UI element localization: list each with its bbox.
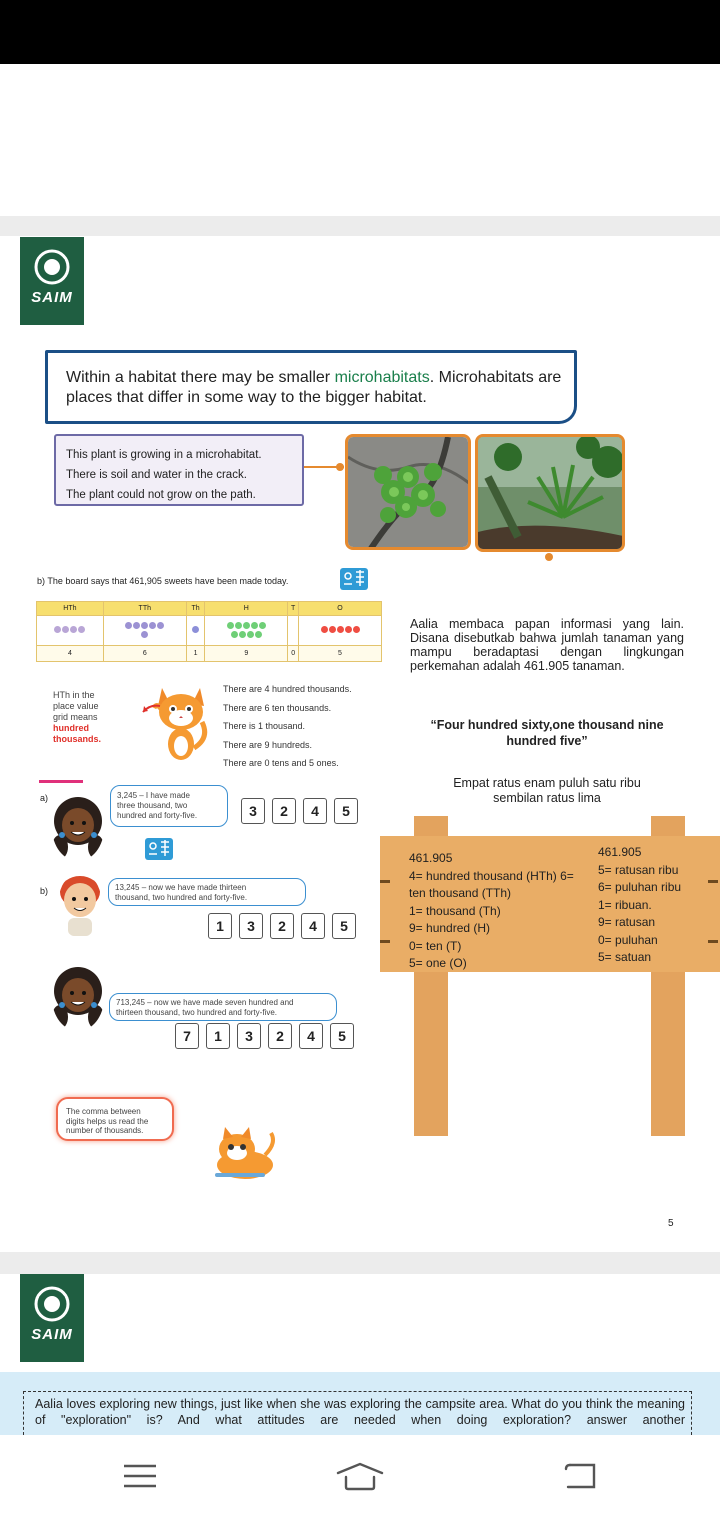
digit-cards-c <box>175 1023 354 1049</box>
hth-note-line: grid means <box>53 712 98 722</box>
digit-card: 5 <box>332 913 356 939</box>
saim-logo-icon <box>32 1284 72 1324</box>
plant-line-1: This plant is growing in a microhabitat. <box>66 449 262 461</box>
board-notch <box>708 940 718 943</box>
english-number-words: “Four hundred sixty,one thousand nine hundred five” <box>430 718 664 748</box>
comma-note-line: digits helps us read the <box>66 1116 149 1126</box>
intro-highlight: microhabitats <box>334 369 430 386</box>
fact-line: There is 1 thousand. <box>223 721 306 732</box>
hth-note-line: place value <box>53 701 99 711</box>
place-value-facts <box>223 680 352 773</box>
signboard-left-title: 461.905 <box>409 851 453 865</box>
bubble-line: hundred and forty-five. <box>117 811 198 820</box>
signboard-right-line: 5= satuan <box>598 950 652 964</box>
intro-prefix: Within a habitat there may be smaller <box>66 369 335 386</box>
signboard-right-line: 9= ratusan <box>598 915 656 929</box>
digit-card: 3 <box>237 1023 261 1049</box>
malay-paragraph: Aalia membaca papan informasi yang lain. Disana disebutkab bahwa jumlah tanaman yang mampu beradaptasi dengan lingkungan perkemahan adalah 461.905 tanaman. <box>410 617 684 673</box>
board-notch <box>380 880 390 883</box>
status-bar <box>0 0 720 64</box>
signboard-right <box>598 844 681 967</box>
cat-mascot <box>150 678 212 764</box>
signboard-left-line: 5= one (O) <box>409 956 467 970</box>
digit-card: 4 <box>301 913 325 939</box>
boy-avatar <box>58 872 102 938</box>
speech-bubble-c <box>109 993 337 1021</box>
header-tth: TTh <box>103 602 186 616</box>
comma-note <box>56 1097 174 1141</box>
page-separator <box>0 1252 720 1274</box>
logo-text: SAIM <box>31 1326 73 1343</box>
girl-avatar <box>52 965 104 1031</box>
comma-note-line: The comma between <box>66 1107 141 1116</box>
connector-dot <box>545 553 553 561</box>
abacus-icon <box>145 838 173 860</box>
digit-o: 5 <box>299 646 382 662</box>
hth-note-red: hundred <box>53 723 89 733</box>
header-t: T <box>288 602 299 616</box>
fact-line: There are 0 tens and 5 ones. <box>223 758 339 769</box>
malay-number-words <box>410 776 684 806</box>
beads-h <box>205 616 288 646</box>
digit-card: 4 <box>303 798 327 824</box>
beads-o <box>299 616 382 646</box>
label-b: b) <box>40 886 49 896</box>
pointer-arrow-icon <box>140 700 162 716</box>
digit-th: 1 <box>186 646 205 662</box>
signboard-right-line: 1= ribuan. <box>598 897 652 912</box>
menu-icon[interactable] <box>122 1463 158 1489</box>
hth-note-red: thousands. <box>53 734 102 744</box>
fact-line: There are 6 ten thousands. <box>223 702 332 713</box>
digit-hth: 4 <box>37 646 104 662</box>
digit-card: 4 <box>299 1023 323 1049</box>
beads-t <box>288 616 299 646</box>
abacus-icon <box>340 568 368 590</box>
page-number: 5 <box>668 1218 674 1229</box>
bubble-line: thousand, two hundred and forty-five. <box>115 893 248 902</box>
malay-words-line: sembilan ratus lima <box>493 791 601 805</box>
board-question: b) The board says that 461,905 sweets have been made today. <box>37 576 289 586</box>
digit-card: 2 <box>268 1023 292 1049</box>
digit-card: 5 <box>334 798 358 824</box>
fact-line: There are 9 hundreds. <box>223 739 313 750</box>
digit-t: 0 <box>288 646 299 662</box>
header-hth: HTh <box>37 602 104 616</box>
bromeliad-photo <box>475 434 625 552</box>
bubble-line: thirteen thousand, two hundred and forty-five. <box>116 1008 277 1017</box>
malay-words-line: Empat ratus enam puluh satu ribu <box>453 776 641 790</box>
digit-card: 7 <box>175 1023 199 1049</box>
bubble-line: 13,245 – now we have made thirteen <box>115 883 247 892</box>
digit-card: 3 <box>239 913 263 939</box>
signboard-left-line: 4= hundred thousand (HTh) 6= <box>409 868 574 883</box>
signboard-right-line: 6= puluhan ribu <box>598 880 682 894</box>
fact-line: There are 4 hundred thousands. <box>223 684 352 694</box>
intro-box <box>45 350 577 424</box>
digit-card: 1 <box>208 913 232 939</box>
saim-logo <box>20 1274 84 1362</box>
signboard-left-line: 9= hundred (H) <box>409 921 491 935</box>
connector-dot <box>336 463 344 471</box>
bubble-line: three thousand, two <box>117 801 188 810</box>
signboard-left-line: 0= ten (T) <box>409 938 462 953</box>
hth-note <box>53 690 101 745</box>
logo-text: SAIM <box>31 289 73 306</box>
digit-card: 2 <box>272 798 296 824</box>
beads-tth <box>103 616 186 646</box>
digit-cards-a <box>241 798 358 824</box>
girl-avatar <box>52 795 104 861</box>
navigation-bar <box>0 1435 720 1520</box>
board-notch <box>380 940 390 943</box>
beads-th <box>186 616 205 646</box>
header-th: Th <box>186 602 205 616</box>
digit-card: 1 <box>206 1023 230 1049</box>
saim-logo-icon <box>32 247 72 287</box>
digit-card: 2 <box>270 913 294 939</box>
digit-h: 9 <box>205 646 288 662</box>
header-o: O <box>299 602 382 616</box>
crack-plant-photo <box>345 434 471 550</box>
exploration-question: Aalia loves exploring new things, just like when she was exploring the campsite area. What do you think the meaning of "exploration" is? And what attitudes are needed when doing exploration? answer another <box>23 1391 692 1435</box>
speech-bubble-a <box>110 785 228 827</box>
cat-lying-mascot <box>205 1125 279 1183</box>
plant-info-box <box>54 434 304 506</box>
signboard-right-line: 5= ratusan ribu <box>598 862 679 877</box>
signboard-left-line: ten thousand (TTh) <box>409 886 512 900</box>
signboard-left-line: 1= thousand (Th) <box>409 903 501 918</box>
place-value-table <box>36 601 382 662</box>
bubble-line: 3,245 – I have made <box>117 791 190 800</box>
plant-line-3: The plant could not grow on the path. <box>66 489 256 501</box>
label-a: a) <box>40 793 49 803</box>
signboard-right-title: 461.905 <box>598 845 642 859</box>
header-h: H <box>205 602 288 616</box>
home-icon[interactable] <box>334 1461 386 1491</box>
comma-note-line: number of thousands. <box>66 1126 144 1135</box>
bubble-line: 713,245 – now we have made seven hundred and <box>116 998 294 1007</box>
intro-suffix: . Microhabitats are places that differ in some way to the bigger habitat. <box>66 369 562 406</box>
board-notch <box>708 880 718 883</box>
section-marker <box>39 780 83 783</box>
signboard-left <box>409 850 574 973</box>
back-icon[interactable] <box>560 1461 600 1491</box>
hth-note-line: HTh in the <box>53 690 95 700</box>
digit-card: 5 <box>330 1023 354 1049</box>
digit-card: 3 <box>241 798 265 824</box>
page-separator <box>0 216 720 236</box>
digit-tth: 6 <box>103 646 186 662</box>
beads-hth <box>37 616 104 646</box>
signboard-right-line: 0= puluhan <box>598 932 658 947</box>
speech-bubble-b <box>108 878 306 906</box>
digit-cards-b <box>208 913 356 939</box>
saim-logo <box>20 237 84 325</box>
plant-line-2: There is soil and water in the crack. <box>66 469 247 481</box>
